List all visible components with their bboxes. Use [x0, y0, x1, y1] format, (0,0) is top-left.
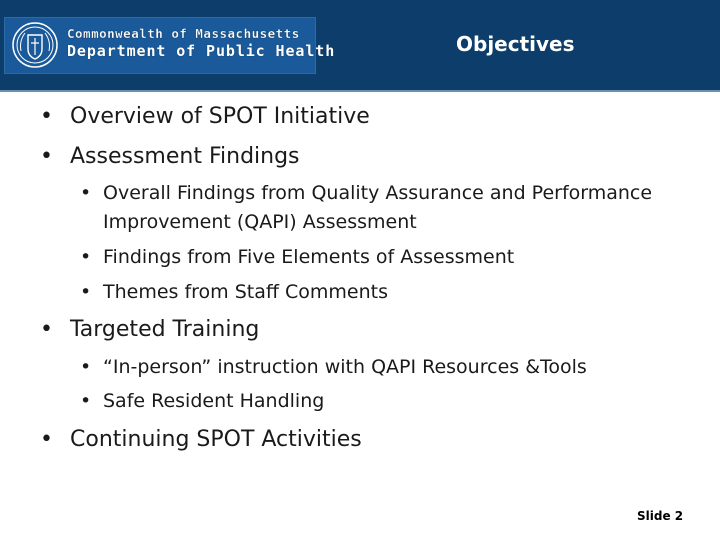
bullet-continuing-activities: Continuing SPOT Activities — [70, 427, 362, 452]
slide-title: Objectives — [456, 32, 575, 56]
logo-line-commonwealth: Commonwealth of Massachusetts — [67, 26, 300, 41]
bullet-dot: • — [80, 246, 92, 268]
bullet-overview: Overview of SPOT Initiative — [70, 104, 370, 129]
bullet-safe-resident-handling: Safe Resident Handling — [103, 390, 325, 412]
bullet-dot: • — [80, 281, 92, 303]
bullet-in-person-instruction: “In-person” instruction with QAPI Resources &Tools — [103, 356, 587, 378]
bullet-targeted-training: Targeted Training — [70, 317, 260, 342]
bullet-dot: • — [40, 317, 53, 342]
bullet-dot: • — [40, 144, 53, 169]
slide-number: Slide 2 — [637, 509, 684, 523]
bullet-dot: • — [40, 427, 53, 452]
bullet-five-elements: Findings from Five Elements of Assessment — [103, 246, 515, 268]
bullet-overall-findings-line2: Improvement (QAPI) Assessment — [103, 211, 417, 233]
bullet-staff-comments: Themes from Staff Comments — [103, 281, 388, 303]
bullet-dot: • — [80, 356, 92, 378]
bullet-dot: • — [80, 182, 92, 204]
bullet-dot: • — [80, 390, 92, 412]
bullet-dot: • — [40, 104, 53, 129]
bullet-assessment-findings: Assessment Findings — [70, 144, 300, 169]
logo-line-department: Department of Public Health — [67, 42, 336, 60]
bullet-overall-findings-line1: Overall Findings from Quality Assurance and Performance — [103, 182, 653, 204]
